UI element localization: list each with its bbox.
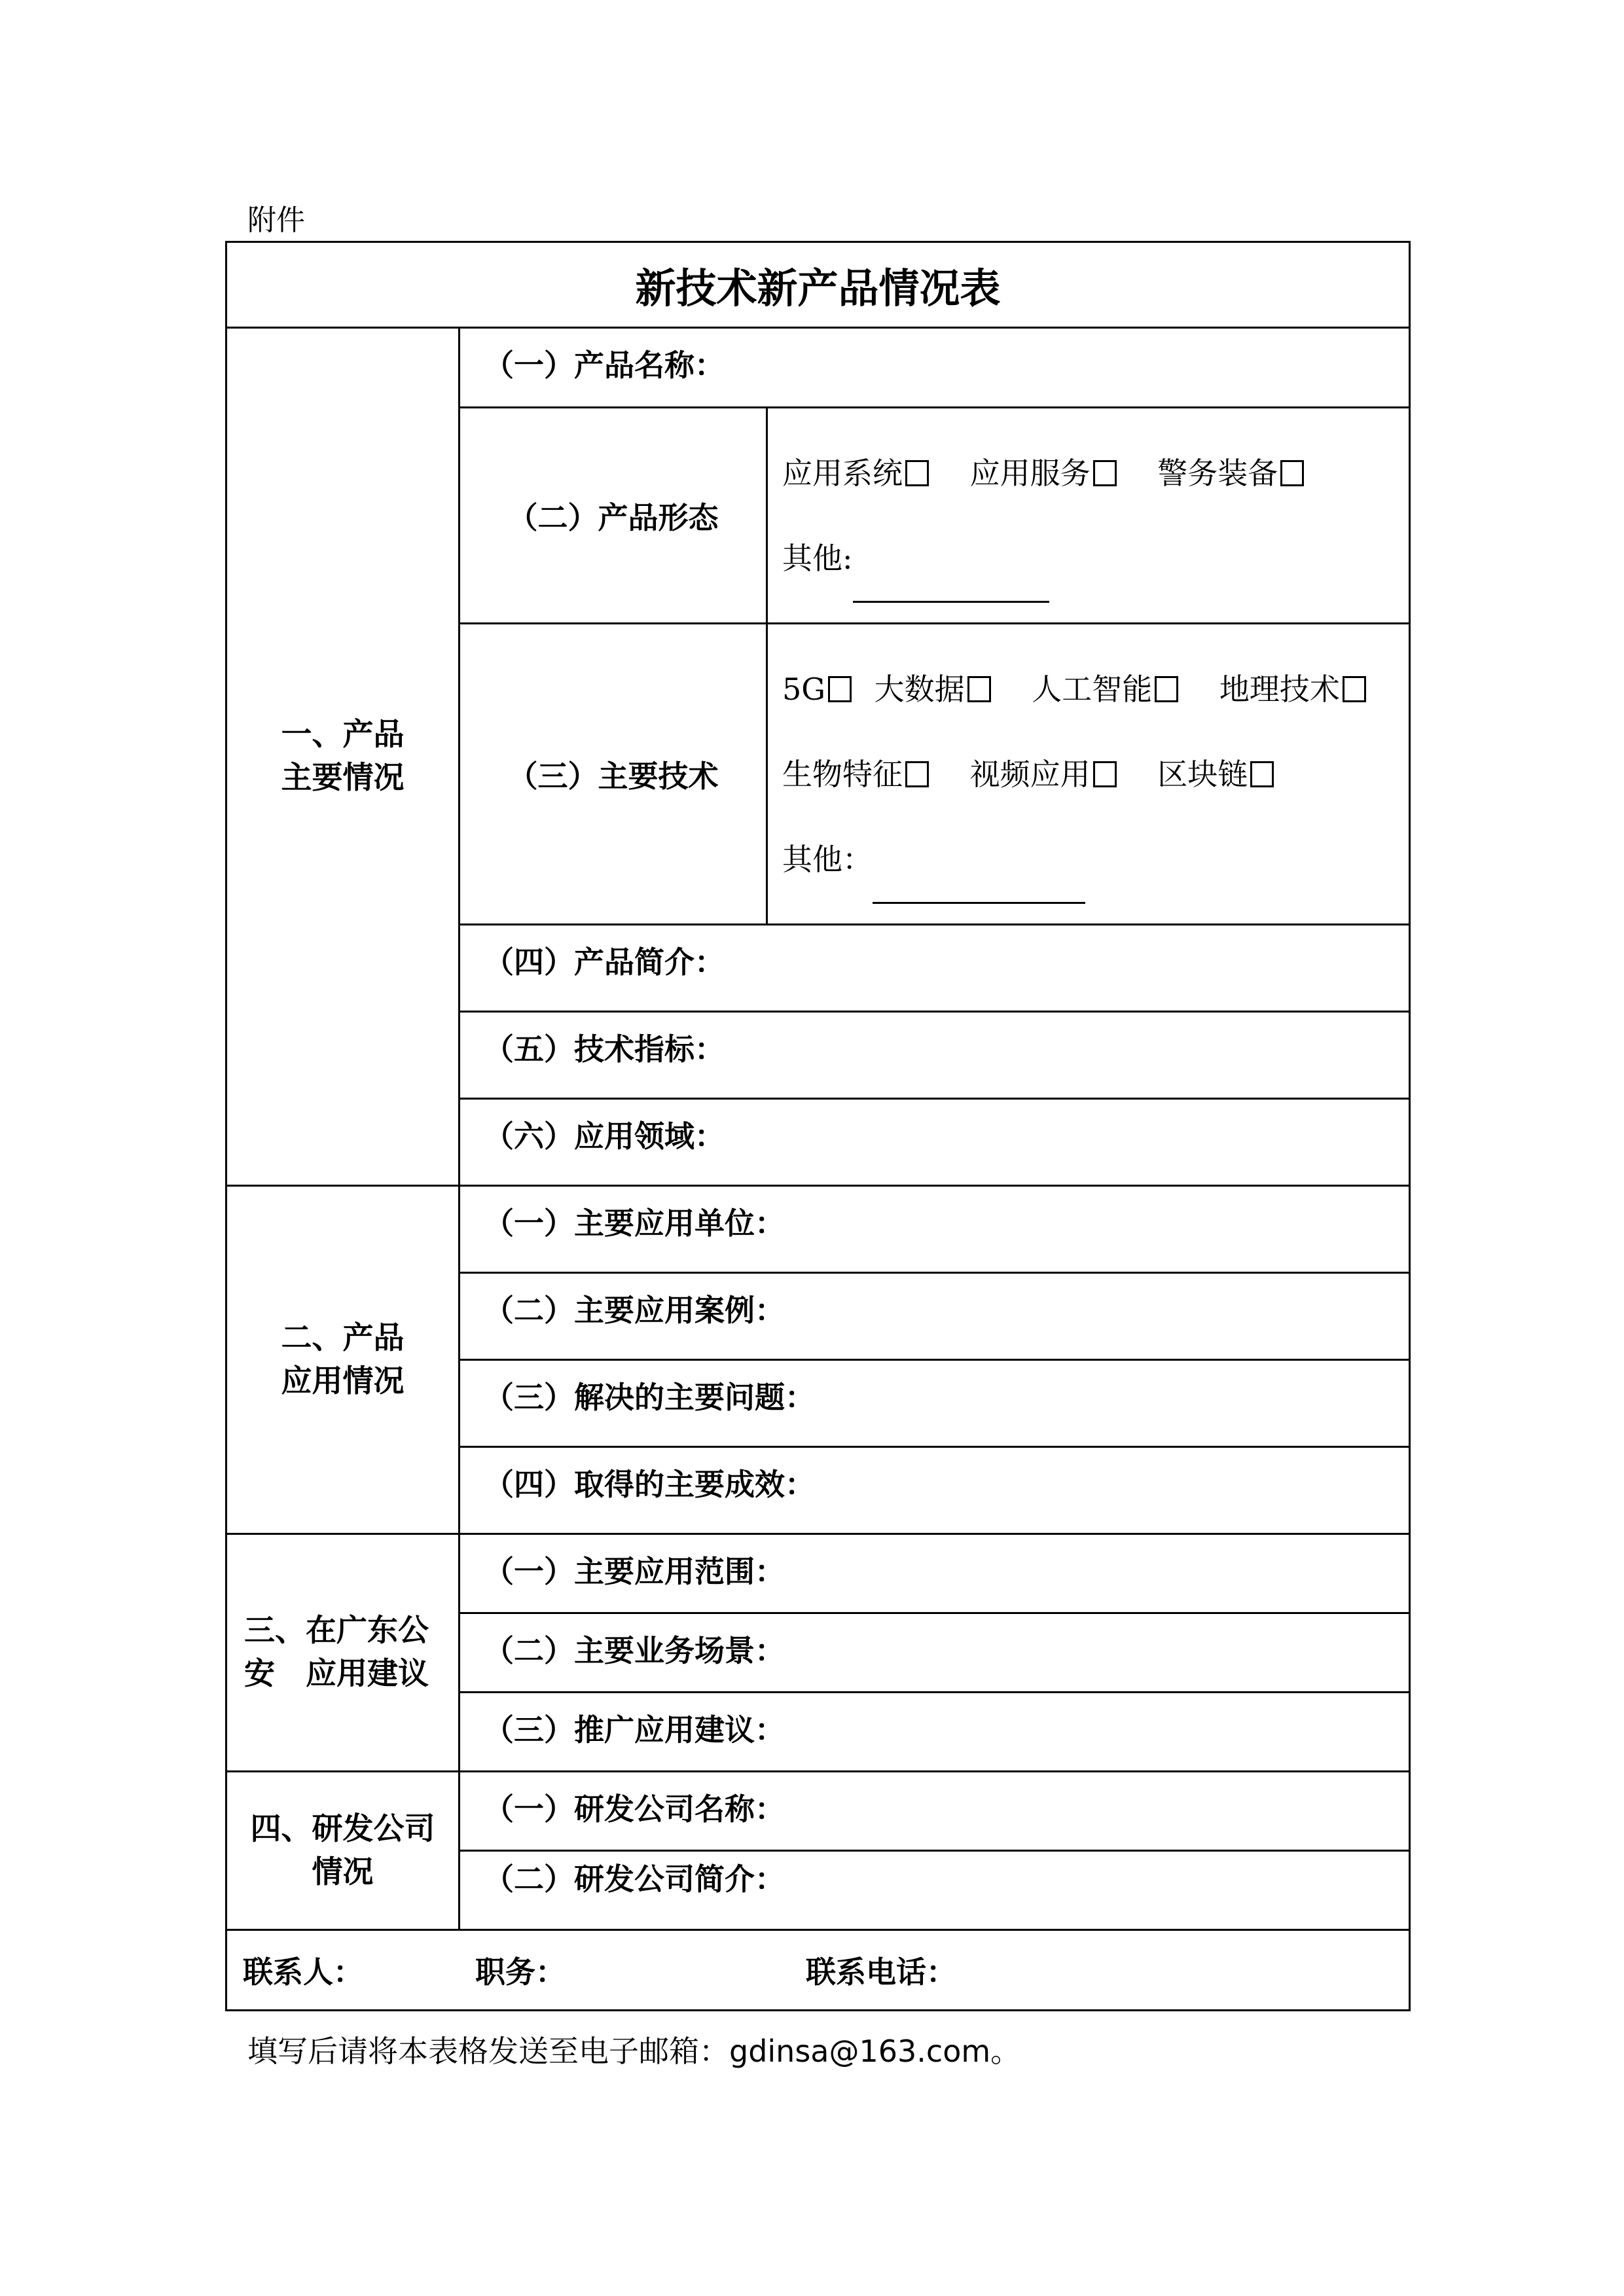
checkbox-5g[interactable] (828, 676, 852, 702)
checkbox-video-app[interactable] (1093, 761, 1117, 787)
main-app-unit-label: （一）主要应用单位： (484, 1206, 785, 1241)
checkbox-ai[interactable] (1155, 676, 1178, 702)
company-name-label: （一）研发公司名称： (484, 1791, 785, 1827)
main-app-case-label: （二）主要应用案例： (484, 1293, 785, 1328)
option-app-system: 应用系统 (782, 455, 903, 491)
option-video-app: 视频应用 (969, 756, 1091, 792)
product-form-label: （二）产品形态 (460, 408, 767, 624)
form-title: 新技术新产品情况表 (226, 242, 1410, 328)
contact-person-label[interactable]: 联系人： (243, 1954, 363, 1990)
checkbox-biometrics[interactable] (905, 761, 929, 787)
tech-index-field[interactable] (460, 1012, 1410, 1099)
section3-heading-line2: 安 应用建议 (244, 1656, 429, 1692)
tech-index-label: （五）技术指标： (484, 1031, 725, 1067)
main-app-case-field[interactable] (460, 1273, 1410, 1360)
product-form-options (767, 408, 1410, 624)
option-biometrics: 生物特征 (782, 756, 903, 792)
checkbox-app-service[interactable] (1093, 460, 1117, 486)
checkbox-geo-tech[interactable] (1343, 676, 1366, 702)
option-app-service: 应用服务 (969, 455, 1091, 491)
section2-heading-line1: 二、产品 (281, 1319, 405, 1356)
problems-solved-field[interactable] (460, 1360, 1410, 1447)
section1-heading (226, 328, 460, 1186)
section1-heading-line2: 主要情况 (281, 760, 405, 796)
tech-other-label: 其他： (782, 841, 873, 877)
footer-note: 填写后请将本表格发送至电子邮箱：gdinsa@163.com。 (247, 2034, 1021, 2069)
company-intro-label: （二）研发公司简介： (484, 1861, 785, 1897)
form-other-label: 其他: (782, 540, 853, 576)
checkbox-big-data[interactable] (967, 676, 991, 702)
product-intro-field[interactable] (460, 925, 1410, 1012)
company-name-field[interactable] (460, 1772, 1410, 1851)
app-scope-label: （一）主要应用范围： (484, 1554, 785, 1589)
product-info-table (225, 241, 1411, 2011)
app-scope-field[interactable] (460, 1534, 1410, 1613)
section3-heading-line1: 三、在广东公 (244, 1613, 429, 1649)
product-intro-label: （四）产品简介： (484, 944, 725, 980)
main-tech-options (767, 624, 1410, 925)
contact-row (226, 1930, 1410, 2011)
checkbox-police-equipment[interactable] (1280, 460, 1304, 486)
form-other-input[interactable] (853, 516, 1049, 603)
section2-heading-line2: 应用情况 (281, 1363, 405, 1399)
option-geo-tech: 地理技术 (1219, 671, 1340, 707)
product-name-label: （一）产品名称： (484, 348, 725, 383)
option-big-data: 大数据 (874, 671, 965, 707)
app-field-field[interactable] (460, 1099, 1410, 1186)
problems-solved-label: （三）解决的主要问题： (484, 1380, 815, 1415)
section4-heading-line2: 情况 (312, 1854, 374, 1890)
promotion-advice-field[interactable] (460, 1693, 1410, 1772)
option-blockchain: 区块链 (1157, 756, 1248, 792)
section1-heading-line1: 一、产品 (281, 717, 405, 753)
option-5g: 5G (782, 671, 826, 707)
section4-heading-line1: 四、研发公司 (250, 1810, 435, 1847)
attachment-label: 附件 (247, 204, 305, 237)
main-tech-label: （三）主要技术 (460, 624, 767, 925)
option-ai: 人工智能 (1032, 671, 1153, 707)
section4-heading (226, 1772, 460, 1930)
promotion-advice-label: （三）推广应用建议： (484, 1712, 785, 1748)
contact-position-label[interactable]: 职务： (475, 1954, 566, 1990)
checkbox-blockchain[interactable] (1250, 761, 1274, 787)
company-intro-field[interactable] (460, 1851, 1410, 1930)
app-field-label: （六）应用领域： (484, 1119, 725, 1154)
section2-heading (226, 1186, 460, 1534)
product-name-field[interactable] (460, 328, 1410, 408)
contact-phone-label[interactable]: 联系电话： (806, 1954, 956, 1990)
section3-heading (226, 1534, 460, 1772)
results-achieved-field[interactable] (460, 1447, 1410, 1534)
tech-other-input[interactable] (873, 817, 1085, 904)
option-police-equipment: 警务装备 (1157, 455, 1278, 491)
results-achieved-label: （四）取得的主要成效： (484, 1467, 815, 1502)
checkbox-app-system[interactable] (905, 460, 929, 486)
business-scenario-label: （二）主要业务场景： (484, 1633, 785, 1668)
business-scenario-field[interactable] (460, 1613, 1410, 1693)
main-app-unit-field[interactable] (460, 1186, 1410, 1273)
